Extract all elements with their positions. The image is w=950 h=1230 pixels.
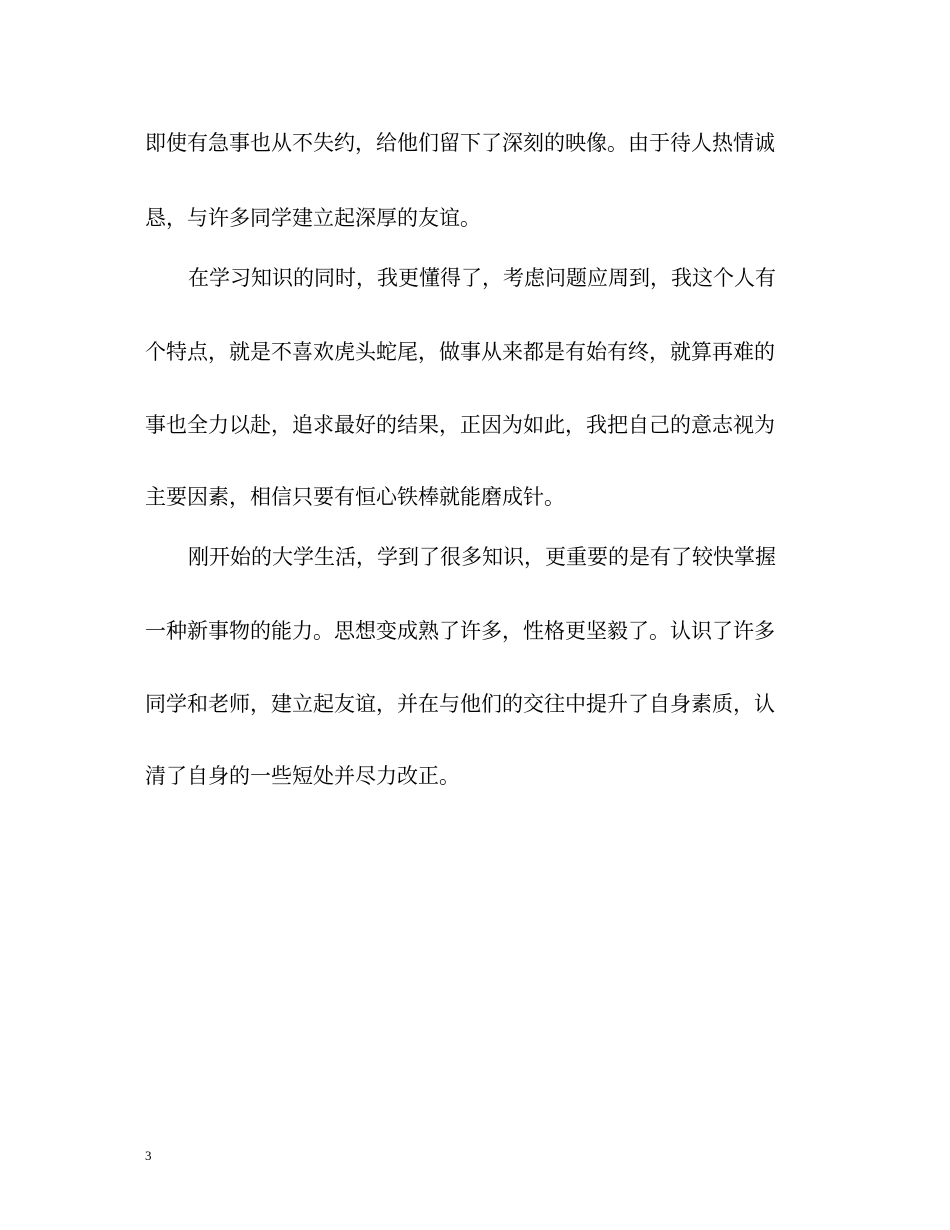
page-number: 3 xyxy=(145,1148,152,1163)
paragraph-3-line-3: 同学和老师，建立起友谊，并在与他们的交往中提升了自身素质，认 xyxy=(145,692,775,716)
paragraph-3-line-2: 一种新事物的能力。思想变成熟了许多，性格更坚毅了。认识了许多 xyxy=(145,619,775,643)
paragraph-2-line-4: 主要因素，相信只要有恒心铁棒就能磨成针。 xyxy=(145,485,565,509)
paragraph-3-line-4: 清了自身的一些短处并尽力改正。 xyxy=(145,764,460,788)
paragraph-2-line-3: 事也全力以赴，追求最好的结果，正因为如此，我把自己的意志视为 xyxy=(145,413,775,437)
paragraph-2-line-1: 在学习知识的同时，我更懂得了，考虑问题应周到，我这个人有 xyxy=(188,266,776,290)
paragraph-3-line-1: 刚开始的大学生活，学到了很多知识，更重要的是有了较快掌握 xyxy=(188,545,776,569)
paragraph-2-line-2: 个特点，就是不喜欢虎头蛇尾，做事从来都是有始有终，就算再难的 xyxy=(145,340,775,364)
paragraph-1-line-1: 即使有急事也从不失约，给他们留下了深刻的映像。由于待人热情诚 xyxy=(145,131,775,155)
paragraph-1-line-2: 恳，与许多同学建立起深厚的友谊。 xyxy=(145,206,481,230)
